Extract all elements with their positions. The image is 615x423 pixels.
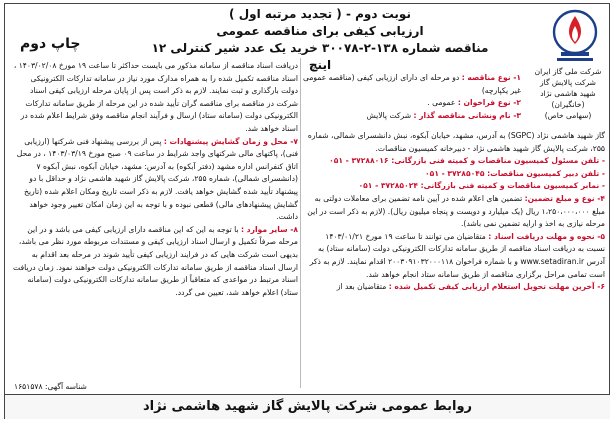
section-8-text: با توجه به این که این مناقصه دارای ارزیابی کیفی می باشد و در این مرحله صرفاً تکمیل و ارسال اسناد ارزیابی کیفی و مستندات مربوطه مورد نظر می باشد، بدیهی است شرکت هایی که در فرایند ارزیابی کیفی تأیید شوند در مرحله بعد اقدام به ارسال اسناد مناقصه از طریق سامانه تدارکات الکترونیکی دولت خواهند نمود. زمان دریافت اسناد مرتبط در مواعدی که متعاقباً از طریق سامانه تدارکات الکترونیکی دولت (سامانه ستاد) اعلام خواهد شد، تعیین می گردد. [13,224,298,297]
footer-public-relations: روابط عمومی شرکت پالایش گاز شهید هاشمی نژاد [5,394,610,419]
left-column [12,60,298,299]
phone-commission-secretary: - تلفن دبیر کمیسیون مناقصات: ۳۷۲۸۵۰۴۵ - ۰۵۱ [425,168,605,178]
fax-commission: - نمابر کمیسیون مناقصات و کمیته فنی بازرگانی: ۳۷۲۸۵۰۲۴ - ۰۵۱ [358,181,605,191]
section-5-title: ۵- نحوه و مهلت دریافت اسناد : [488,231,605,241]
ad-tracking-id: شناسه آگهی: ۱۶۵۱۵۷۸ [14,382,87,391]
section-3-title: ۳- نام ونشانی مناقصه گذار : [413,110,521,120]
company-block [529,66,607,121]
title-round: نوبت دوم - ( تجدید مرتبه اول ) [229,7,411,21]
section-1-title: ۱- نوع مناقصه : [461,73,521,82]
section-1-text: دو مرحله ای دارای ارزیابی کیفی (مناقصه عمومی غیر یکپارچه) [302,73,521,95]
section-5-text: متقاضیان می توانند تا ساعت ۱۹ مورخ ۱۴۰۳/۰۱/۲۱ نسبت به دریافت اسناد مناقصه از طریق سامانه تدارکات الکترونیکی دولت (سامانه ستاد) به آدرس www.setadiran.ir و با شماره فراخوان ۲۰۰۳۰۹۱۰۳۲۰۰۰۱۱۸ اقدام نمایند. لازم به ذکر است تمامی مراحل برگزاری مناقصه از طریق سامانه ستاد انجام خواهد شد. [309,231,605,279]
section-2-text: عمومی . [427,98,456,108]
section-2-title: ۲- نوع فراخوان : [457,98,521,108]
right-column-top [303,72,521,122]
company-line-2: شرکت پالایش گاز [540,78,596,87]
company-line-3: شهید هاشمی نژاد (خانگیران) [540,89,596,109]
section-3-text: شرکت پالایش [366,110,412,120]
print-label: چاپ دوم [20,36,81,52]
section-6-continued: دریافت اسناد مناقصه از سامانه مذکور می بایست حداکثر تا ساعت ۱۹ مورخ ۱۴۰۳/۰۲/۰۸ ، اسناد مناقصه تکمیل شده را به همراه مدارک مورد نیاز در سامانه تدارکات الکترونیکی دولت بارگذاری و ثبت نمایند. لازم به ذکر است پس از پایان مرحله ارزیابی کیفی اسناد شرکت در مناقصه برای مناقصه گران تأیید شده در این مرحله از طریق سامانه تدارکات الکترونیکی دولت (سامانه ستاد) ارسال و فرآیند انجام مناقصه وفق شرایط اعلام شده در اسناد خواهد شد. [13,61,298,133]
phone-commission-head: - تلفن مسئول کمیسیون مناقصات و کمیته فنی بازرگانی: ۳۷۲۸۸۰۱۶ - ۰۵۱ [329,156,605,166]
section-3-address: گاز شهید هاشمی نژاد (SGPC) به آدرس، مشهد، خیابان آبکوه، نبش دانشسرای شمالی، شماره ۲۵۵، شرکت پالایش گاز شهید هاشمی نژاد - دبیرخانه کمیسیون مناقصات. [307,131,605,153]
section-7-title: ۷- محل و زمان گشایش پیشنهادات : [163,136,298,146]
title-type: ارزیابی کیفی برای مناقصه عمومی [216,24,424,38]
company-line-4: (سهامی خاص) [544,111,592,120]
section-6-text: متقاضیان بعد از [336,282,387,292]
nigc-logo-icon [549,8,601,64]
title-tender: مناقصه شماره ۱۳۸-۲-۳۰۰۷۸ خرید یک عدد شیر کنترلی ۱۲ اینچ [151,41,489,72]
section-7-text: پس از بررسی پیشنهاد فنی شرکتها (ارزیابی فنی)، پاکتهای مالی شرکتهای واجد شرایط در ساعت ۰۹ صبح مورخ ۱۴۰۳/۰۳/۱۹ ، در محل اتاق کنفرانس اداره مشهد (دفتر آبکوه) به آدرس: مشهد، خیابان آبکوه، نبش آبکوه ۷ (دانشسرای شمالی)، شماره ۲۵۵، شرکت پالایش گاز شهید هاشمی نژاد و حداقل با دو پیشنهاد تأیید شده گشایش خواهد یافت. لازم به ذکر است تاریخ ومکان اعلام شده (تاریخ گشایش پیشنهادهای مالی) قطعی نبوده و با توجه به این زمان امکان تغییر وجود خواهد داشت. [16,136,298,222]
column-divider [300,58,301,388]
company-line-1: شرکت ملی گاز ایران [534,67,602,76]
section-8-title: ۸- سایر موارد : [241,224,298,234]
section-4-text: تضمین های اعلام شده در آیین نامه تضمین برای معاملات دولتی به مبلغ ۱،۲۵۰،۰۰۰،۰۰۰ ریال (یک میلیارد و دویست و پنجاه میلیون ریال). (لازم به ذکر است در این مرحله نیازی به اخذ و ارایه تضمین نمی باشد). [307,193,605,229]
section-6-title: ۶- آخرین مهلت تحویل استعلام ارزیابی کیفی تکمیل شده : [388,282,605,292]
section-4-title: ۴- نوع و مبلغ تضمین: [524,193,605,203]
right-column-main [305,130,605,294]
